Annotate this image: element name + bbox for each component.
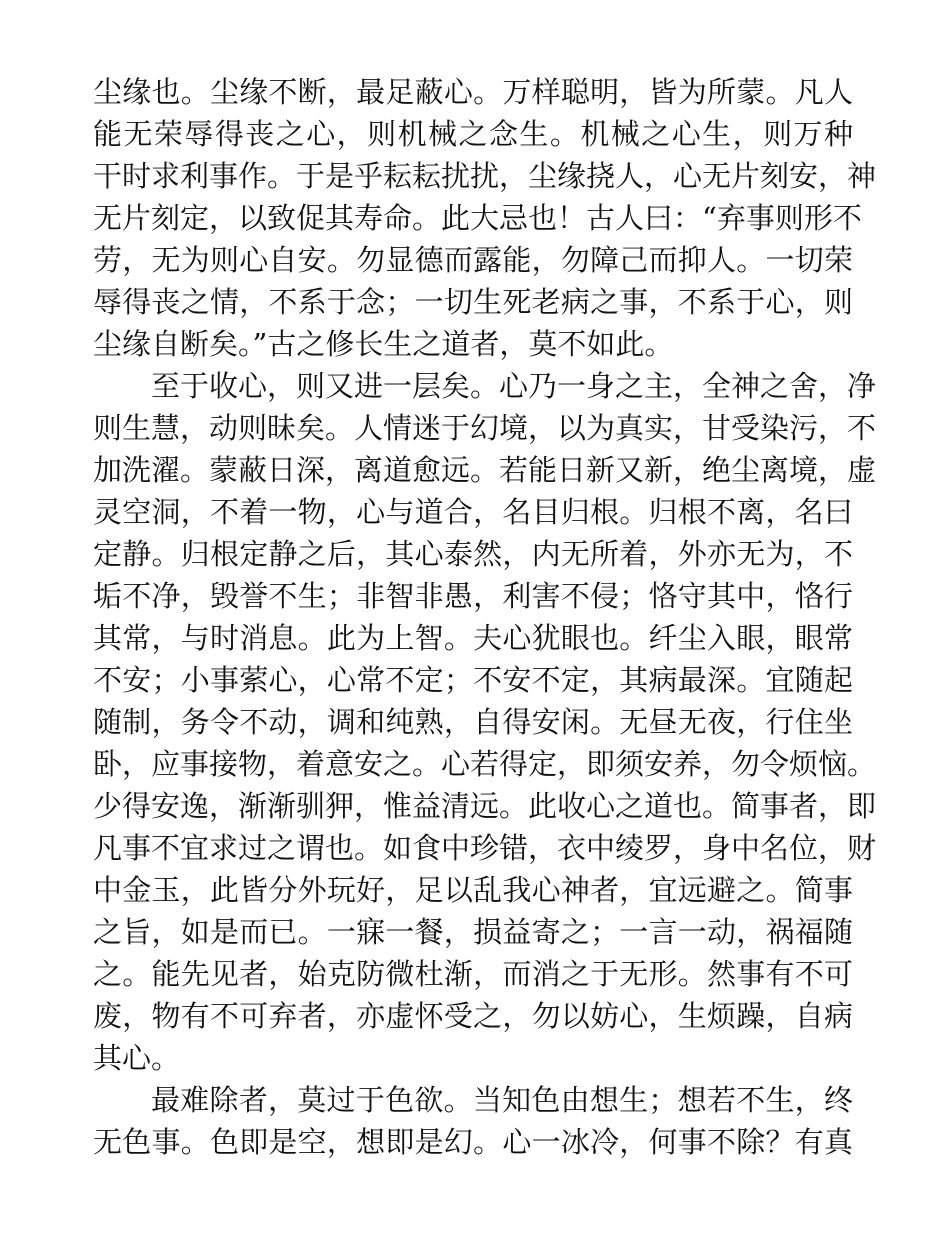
text-line: 辱得丧之情，不系于念；一切生死老病之事，不系于心，则	[93, 285, 853, 319]
text-line: 之旨，如是而已。一寐一餐，损益寄之；一言一动，祸福随	[93, 915, 853, 949]
text-line: 其常，与时消息。此为上智。夫心犹眼也。纤尘入眼，眼常	[93, 621, 853, 655]
text-line: 则生慧，动则昧矣。人情迷于幻境，以为真实，甘受染污，不	[93, 411, 877, 445]
text-line: 能无荣辱得丧之心，则机械之念生。机械之心生，则万种	[93, 117, 853, 151]
text-line: 尘缘自断矣。”古之修长生之道者，莫不如此。	[93, 327, 674, 361]
text-line: 尘缘也。尘缘不断，最足蔽心。万样聪明，皆为所蒙。凡人	[93, 75, 853, 109]
text-line: 加洗濯。蒙蔽日深，离道愈远。若能日新又新，绝尘离境，虚	[93, 453, 877, 487]
text-line: 干时求利事作。于是乎耘耘扰扰，尘缘挠人，心无片刻安，神	[93, 159, 877, 193]
text-line: 不安；小事萦心，心常不定；不安不定，其病最深。宜随起	[93, 663, 853, 697]
text-line: 卧，应事接物，着意安之。心若得定，即须安养，勿令烦恼。	[93, 747, 877, 781]
text-line: 中金玉，此皆分外玩好，足以乱我心神者，宜远避之。简事	[93, 873, 853, 907]
text-line: 其心。	[93, 1041, 181, 1075]
text-line: 垢不净，毁誉不生；非智非愚，利害不侵；恪守其中，恪行	[93, 579, 853, 613]
text-line: 定静。归根定静之后，其心泰然，内无所着，外亦无为，不	[93, 537, 853, 571]
text-line: 最难除者，莫过于色欲。当知色由想生；想若不生，终	[151, 1083, 853, 1117]
text-line: 灵空洞，不着一物，心与道合，名目归根。归根不离，名曰	[93, 495, 853, 529]
text-line: 少得安逸，渐渐驯狎，惟益清远。此收心之道也。简事者，即	[93, 789, 877, 823]
text-line: 之。能先见者，始克防微杜渐，而消之于无形。然事有不可	[93, 957, 853, 991]
text-line: 至于收心，则又进一层矣。心乃一身之主，全神之舍，净	[151, 369, 877, 403]
document-page	[93, 71, 877, 1163]
text-line: 随制，务令不动，调和纯熟，自得安闲。无昼无夜，行住坐	[93, 705, 853, 739]
text-line: 无片刻定，以致促其寿命。此大忌也！古人曰：“弃事则形不	[93, 201, 862, 235]
text-line: 废，物有不可弃者，亦虚怀受之，勿以妨心，生烦躁，自病	[93, 999, 853, 1033]
text-line: 无色事。色即是空，想即是幻。心一冰冷，何事不除？有真	[93, 1125, 853, 1159]
text-line: 劳，无为则心自安。勿显德而露能，勿障己而抑人。一切荣	[93, 243, 853, 277]
text-line: 凡事不宜求过之谓也。如食中珍错，衣中绫罗，身中名位，财	[93, 831, 877, 865]
